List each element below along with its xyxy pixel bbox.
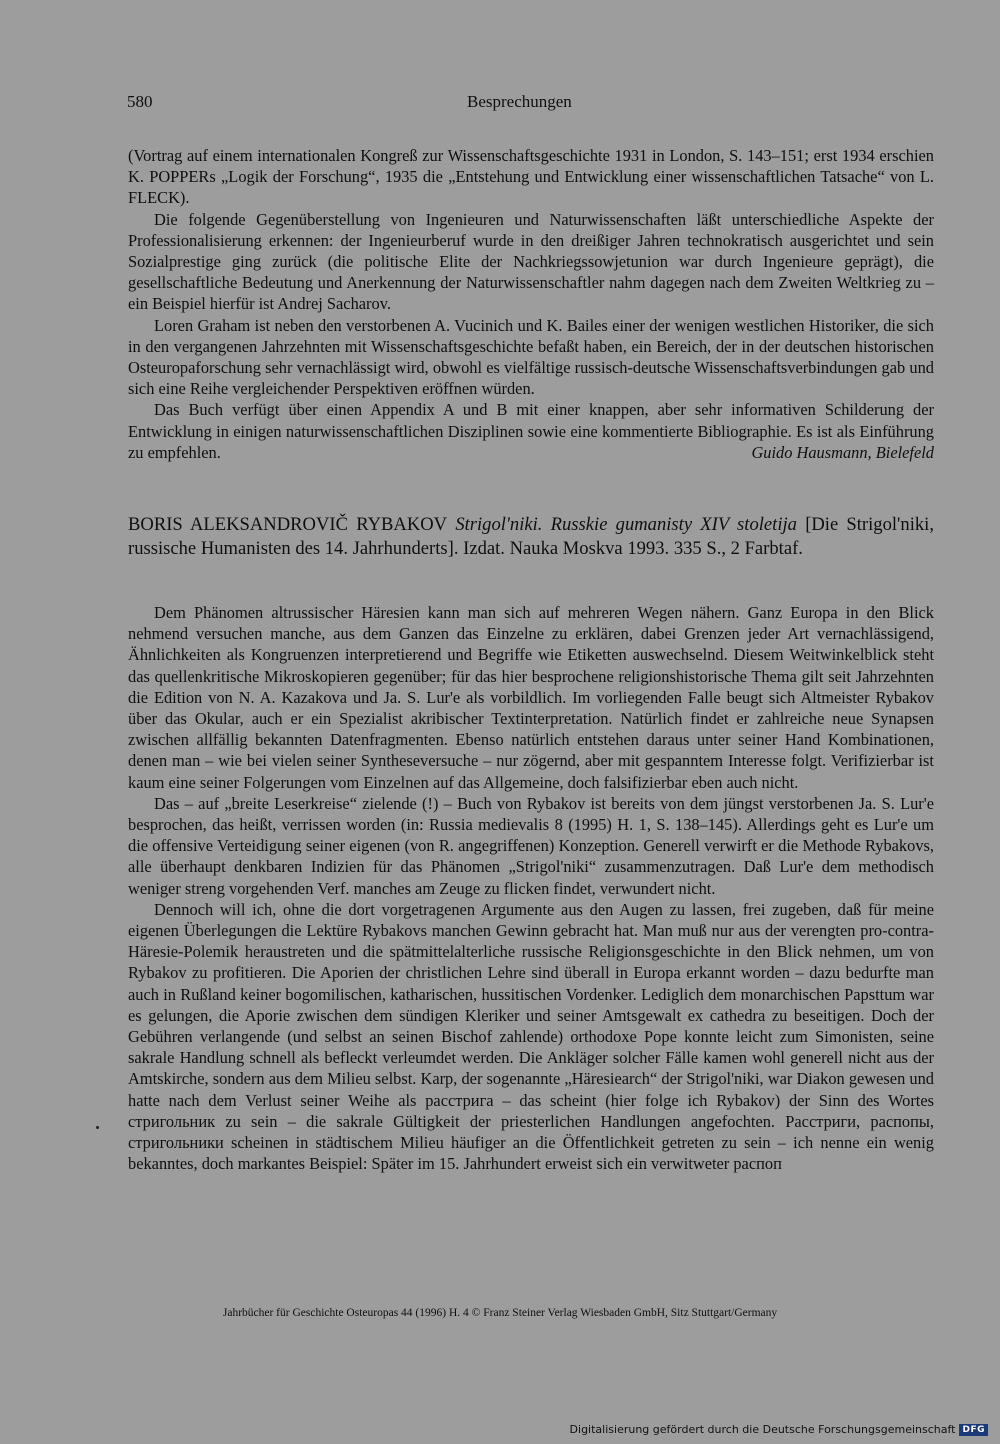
scan-speck	[96, 1126, 99, 1129]
digitization-notice	[570, 1423, 988, 1436]
review-2-author: BORIS ALEKSANDROVIČ RYBAKOV	[128, 514, 448, 535]
page-header	[127, 92, 932, 118]
review-1-paragraph-2: Die folgende Gegenüberstellung von Ingenieuren und Naturwissenschaften läßt unterschiedliche Aspekte der Professionalisierung erkennen: der Ingenieurberuf wurde in den dreißiger Jahren technokratisch ausgerichtet und sein Sozialprestige ging zurück (die politische Elite der Nachkriegssowjetunion war durch Ingenieure geprägt), die gesellschaftliche Bedeutung und Anerkennung der Naturwissenschaftler nahm dagegen nach dem Zweiten Weltkrieg zu – ein Beispiel hierfür ist Andrej Sacharov.	[128, 209, 934, 314]
review-2-body	[128, 602, 934, 1174]
review-1-body	[128, 145, 934, 463]
review-1-signature: Guido Hausmann, Bielefeld	[751, 442, 934, 462]
digitization-text: Digitalisierung gefördert durch die Deutsche Forschungsgemeinschaft	[569, 1423, 956, 1436]
review-2-paragraph-2: Das – auf „breite Leserkreise“ zielende (!) – Buch von Rybakov ist bereits von dem jüngst verstorbenen Ja. S. Lur'e besprochen, das heißt, verrissen worden (in: Russia medievalis 8 (1995) H. 1, S. 138–145). Allerdings geht es Lur'e um die offensive Verteidigung seiner eigenen (von R. angegriffenen) Konzeption. Generell verwirft er die Methode Rybakovs, alle überhaupt denkbaren Indizien für das Phänomen „Strigol'niki“ zusammenzutragen. Daß Lur'e dem methodisch weniger streng vorgehenden Verf. manches am Zeuge zu flicken findet, verwundert nicht.	[128, 793, 934, 898]
review-2-paragraph-1: Dem Phänomen altrussischer Häresien kann man sich auf mehreren Wegen nähern. Ganz Europa in den Blick nehmend versuchen manche, aus dem Ganzen das Einzelne zu erklären, dabei Grenzen jeder Art vernachlässigend, Ähnlichkeiten als Kongruenzen interpretierend und Begriffe wie Etiketten auswechselnd. Diesem Weitwinkelblick steht das quellenkritische Mikroskopieren gegenüber; für das hier besprochene religionshistorische Thema gilt seit Jahrzehnten die Edition von N. A. Kazakova und Ja. S. Lur'e als vorbildlich. Im vorliegenden Falle beugt sich Altmeister Rybakov über das Okular, auch er ein Spezialist akribischer Textinterpretation. Natürlich findet er zahlreiche neue Synapsen zwischen allfällig bekannten Datenfragmenten. Ebenso natürlich entstehen daraus unter seiner Hand Kombinationen, denen man – wie bei vielen seiner Syntheseversuche – nur zögernd, aber mit gespanntem Interesse folgt. Verifizierbar ist kaum eine seiner Folgerungen vom Einzelnen auf das Allgemeine, doch falsifizierbar eben auch nicht.	[128, 603, 934, 792]
review-2-heading	[128, 513, 934, 561]
review-1-paragraph-4-text: Das Buch verfügt über einen Appendix A und B mit einer knappen, aber sehr informativen Schilderung der Entwicklung in einigen naturwissenschaftlichen Disziplinen sowie eine kommentierte Bibliographie. Es ist als Einführung zu empfehlen.	[128, 400, 934, 462]
review-2-details: [Die Strigol'niki, russische Humanisten des 14. Jahrhunderts]. Izdat. Nauka Moskva 1993. 335 S., 2 Farbtaf.	[128, 514, 934, 559]
dfg-logo: DFG	[959, 1424, 988, 1436]
running-head: Besprechungen	[467, 92, 572, 111]
review-2-paragraph-3: Dennoch will ich, ohne die dort vorgetragenen Argumente aus den Augen zu lassen, frei zugeben, daß für meine eigenen Überlegungen die Lektüre Rybakovs manchen Gewinn gebracht hat. Man muß nur aus der verengten pro-contra-Häresie-Polemik heraustreten und die spätmittelalterliche russische Religionsgeschichte in den Blick nehmen, um von Rybakov zu profitieren. Die Aporien der christlichen Lehre sind überall in Europa erkannt worden – dazu bedurfte man auch in Rußland keiner bogomilischen, katharischen, hussitischen Vordenker. Lediglich dem monarchischen Papsttum war es gelungen, die Aporie zwischen dem sündigen Kleriker und seiner Amtsgewalt ex cathedra zu beseitigen. Doch der Gebühren verlangende (und selbst an seinen Bischof zahlende) orthodoxe Pope konnte leicht zum Simonisten, seine sakrale Handlung schnell als befleckt verleumdet werden. Die Ankläger solcher Fälle kamen wohl generell nicht aus der Amtskirche, sondern aus dem Milieu selbst. Karp, der sogenannte „Häresiearch“ der Strigol'niki, war Diakon gewesen und hatte nach dem Verlust seiner Weihe als расстрига – das scheint (hier folge ich Rybakov) der Sinn des Wortes стригольник zu sein – die sakrale Gültigkeit der priesterlichen Handlungen angefochten. Расстриги, распопы, стригольники scheinen in städtischem Milieu häufiger an die Öffentlichkeit getreten zu sein – ich nenne ein wenig bekanntes, doch markantes Beispiel: Später im 15. Jahrhundert erweist sich ein verwitweter распоп	[128, 899, 934, 1174]
review-1-paragraph-4	[128, 399, 934, 463]
review-1-paragraph-1: (Vortrag auf einem internationalen Kongreß zur Wissenschaftsgeschichte 1931 in London, S. 143–151; erst 1934 erschien K. POPPERs „Logik der Forschung“, 1935 die „Entstehung und Entwicklung einer wissenschaftlichen Tatsache“ von L. FLECK).	[128, 146, 934, 208]
review-2-title: Strigol'niki. Russkie gumanisty XIV stoletija	[455, 514, 797, 535]
review-1-paragraph-3: Loren Graham ist neben den verstorbenen A. Vucinich und K. Bailes einer der wenigen westlichen Historiker, die sich in den vergangenen Jahrzehnten mit Wissenschaftsgeschichte befaßt haben, ein Bereich, der in der deutschen historischen Osteuropaforschung sehr vernachlässigt wird, obwohl es vielfältige russisch-deutsche Wissenschaftsverbindungen gab und sich eine Reihe vergleichender Perspektiven eröffnen würden.	[128, 315, 934, 399]
page-number: 580	[127, 92, 153, 111]
journal-footer: Jahrbücher für Geschichte Osteuropas 44 (1996) H. 4 © Franz Steiner Verlag Wiesbaden GmbH, Sitz Stuttgart/Germany	[222, 1307, 778, 1319]
